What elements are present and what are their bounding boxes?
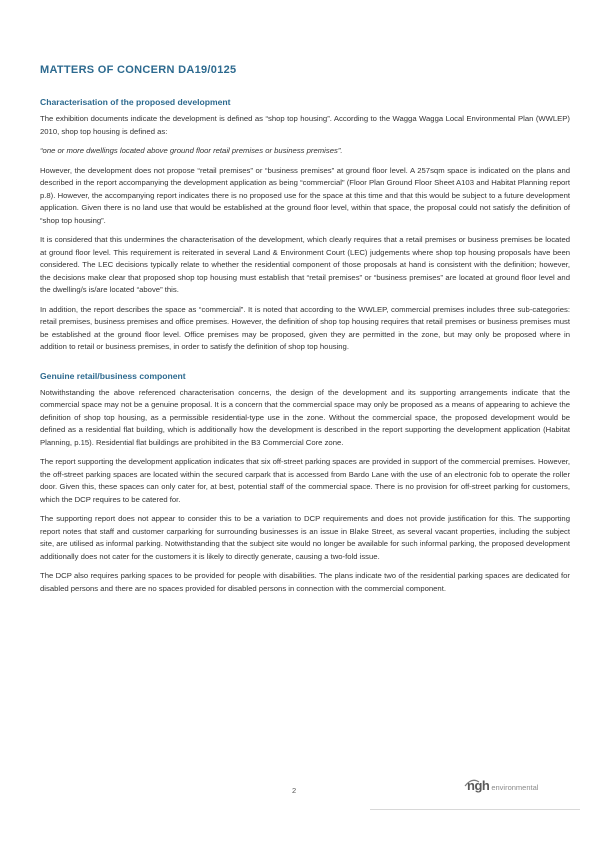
logo-mark: ngh [467, 778, 490, 793]
document-title: MATTERS OF CONCERN DA19/0125 [40, 64, 237, 76]
page-number: 2 [292, 786, 297, 795]
paragraph: It is considered that this undermines the characterisation of the development, which clearly requires that a retail premises or business premises be located at ground floor level. This requirement is reiterated in several Land & Environment Court (LEC) judgements where shop top housing proposals have been considered. The LEC decisions typically relate to whether the residential component of those proposals at hand is consistent with the definition; however, the decisions make clear that proposed shop top housing must establish that “retail premises” or “business premises” are located at ground floor level and the dwelling/s is/are located “above” this. [40, 235, 570, 294]
section-genuine-retail [40, 371, 570, 596]
section-heading: Characterisation of the proposed development [40, 97, 231, 107]
paragraph: The supporting report does not appear to consider this to be a variation to DCP requirements and does not provide justification for this. The supporting report notes that staff and customer carparking for surrounding businesses is an issue in Blake Street, as several vacant properties, including the subject site, are utilised as informal parking. Notwithstanding that the subject site would no longer be available for such informal parking, the proposed development additionally does not cater for the customers it is likely to directly generate, causing a two-fold issue. [40, 514, 570, 561]
paragraph: The DCP also requires parking spaces to be provided for people with disabilities. The plans indicate two of the residential parking spaces are dedicated for disabled persons and there are no spaces provided for disabled persons in connection with the commercial component. [40, 571, 570, 593]
logo-word: environmental [491, 783, 539, 792]
paragraph: However, the development does not propose “retail premises” or “business premises” at ground floor level. A 257sqm space is indicated on the plans and described in the report accompanying the development application as being “commercial” (Floor Plan Ground Floor Sheet A103 and Habitat Planning report p.8). However, the accompanying report indicates there is no proposed use for the space at this time and that this would be subject to a future development application. Given there is no land use that would be established at the ground floor level, within that space, the proposal could not satisfy the definition of “shop top housing”. [40, 165, 570, 225]
quoted-definition: “one or more dwellings located above ground floor retail premises or business premises”. [40, 146, 343, 155]
footer-divider [370, 809, 580, 810]
document-body [40, 97, 570, 602]
section-heading: Genuine retail/business component [40, 370, 186, 381]
section-characterisation [40, 97, 570, 354]
paragraph: The report supporting the development application indicates that six off-street parking spaces are provided in support of the commercial premises. However, the off-street parking spaces are located within the secured carpark that is accessed from Bardo Lane with the use of an electronic fob to operate the roller door. Given this, these spaces can only cater for, at best, potential staff of the commercial space. There is no provision for off-street parking for customers, which the DCP requires to be catered for. [40, 457, 570, 504]
paragraph: The exhibition documents indicate the development is defined as “shop top housing”. According to the Wagga Wagga Local Environmental Plan (WWLEP) 2010, shop top housing is defined as: [40, 114, 570, 136]
company-logo [467, 778, 538, 793]
paragraph: In addition, the report describes the space as “commercial”. It is noted that according to the WWLEP, commercial premises includes three sub-categories: retail premises, business premises and office premises. However, the definition of shop top housing requires that retail premises or business premises must be established at the ground floor level. Office premises may be proposed, given they are permitted in the zone, but may only be proposed where in addition to retail or business premises, in order to satisfy the definition of shop top housing. [40, 304, 570, 351]
paragraph: Notwithstanding the above referenced characterisation concerns, the design of the development and its supporting arrangements indicate that the commercial space may not be a genuine proposal. It is a concern that the commercial space may only be proposed as a means of appearing to achieve the definition of shop top housing, as a permissible residential-type use in the zone. Without the commercial space, the proposed development would be defined as a residential flat building, which is additionally how the development is described in the report supporting the development application (Habitat Planning, p.15). Residential flat buildings are prohibited in the B3 Commercial Core zone. [40, 387, 570, 447]
